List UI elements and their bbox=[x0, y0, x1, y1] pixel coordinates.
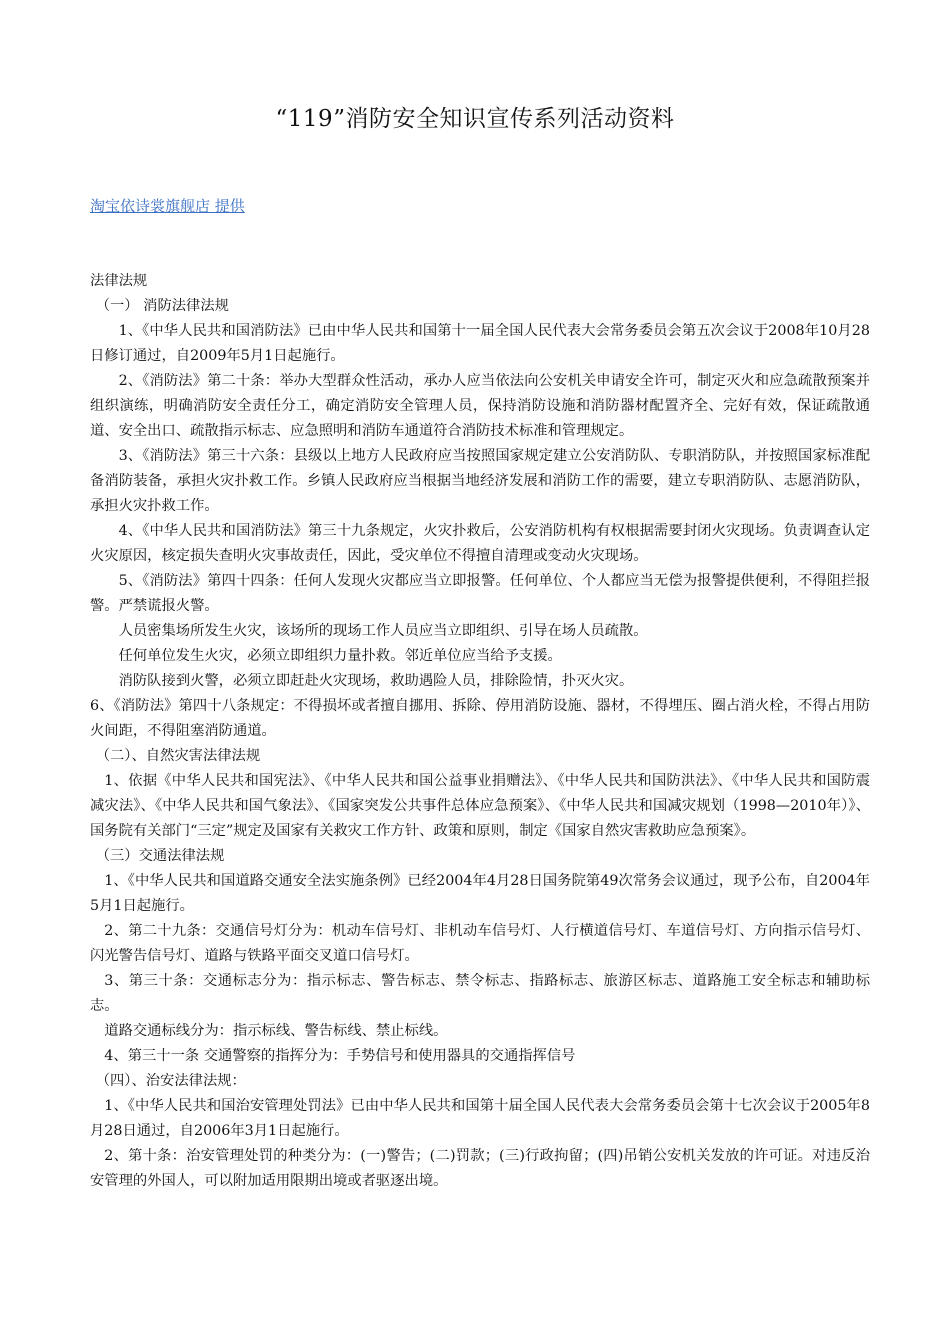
paragraph: 2、第二十九条：交通信号灯分为：机动车信号灯、非机动车信号灯、人行横道信号灯、车道信号灯、方向指示信号灯、闪光警告信号灯、道路与铁路平面交叉道口信号灯。 bbox=[90, 923, 870, 964]
paragraph: 1、依据《中华人民共和国宪法》、《中华人民共和国公益事业捐赠法》、《中华人民共和国防洪法》、《中华人民共和国防震减灾法》、《中华人民共和国气象法》、《国家突发公共事件总体应急预案》、《中华人民共和国减灾规划（1998—2010年）》、国务院有关部门“三定”规定及国家有关救灾工作方针、政策和原则，制定《国家自然灾害救助应急预案》。 bbox=[90, 773, 870, 839]
provider-link[interactable]: 淘宝依诗裳旗舰店 提供 bbox=[90, 197, 245, 215]
paragraph: 5、《消防法》第四十四条：任何人发现火灾都应当立即报警。任何单位、个人都应当无偿为报警提供便利，不得阻拦报警。严禁谎报火警。 bbox=[90, 573, 870, 614]
paragraph: 任何单位发生火灾，必须立即组织力量扑救。邻近单位应当给予支援。 bbox=[118, 648, 562, 664]
paragraph: 1、《中华人民共和国消防法》已由中华人民共和国第十一届全国人民代表大会常务委员会第五次会议于2008年10月28日修订通过，自2009年5月1日起施行。 bbox=[90, 323, 870, 364]
document-title: “119”消防安全知识宣传系列活动资料 bbox=[275, 106, 675, 132]
subsection-heading: （三）交通法律法规 bbox=[95, 848, 225, 864]
subsection-heading: （二）、自然灾害法律法规 bbox=[95, 748, 261, 764]
paragraph: 3、第三十条：交通标志分为：指示标志、警告标志、禁令标志、指路标志、旅游区标志、道路施工安全标志和辅助标志。 bbox=[90, 973, 870, 1014]
paragraph: 消防队接到火警，必须立即赶赴火灾现场，救助遇险人员，排除险情，扑灭火灾。 bbox=[118, 673, 634, 689]
paragraph: 2、第十条：治安管理处罚的种类分为：(一)警告；(二)罚款；(三)行政拘留；(四)吊销公安机关发放的许可证。对违反治安管理的外国人，可以附加适用限期出境或者驱逐出境。 bbox=[90, 1148, 870, 1189]
subsection-heading: （四）、治安法律法规： bbox=[95, 1073, 246, 1089]
paragraph: 2、《消防法》第二十条：举办大型群众性活动，承办人应当依法向公安机关申请安全许可，制定灭火和应急疏散预案并组织演练，明确消防安全责任分工，确定消防安全管理人员，保持消防设施和消防器材配置齐全、完好有效，保证疏散通道、安全出口、疏散指示标志、应急照明和消防车通道符合消防技术标准和管理规定。 bbox=[90, 373, 870, 439]
paragraph: 4、第三十一条 交通警察的指挥分为：手势信号和使用器具的交通指挥信号 bbox=[104, 1048, 576, 1064]
paragraph: 4、《中华人民共和国消防法》第三十九条规定，火灾扑救后，公安消防机构有权根据需要封闭火灾现场。负责调查认定火灾原因，核定损失查明火灾事故责任，因此，受灾单位不得擅自清理或变动火灾现场。 bbox=[90, 523, 870, 564]
paragraph: 6、《消防法》第四十八条规定：不得损坏或者擅自挪用、拆除、停用消防设施、器材，不得埋压、圈占消火栓，不得占用防火间距，不得阻塞消防通道。 bbox=[90, 698, 870, 739]
paragraph: 人员密集场所发生火灾，该场所的现场工作人员应当立即组织、引导在场人员疏散。 bbox=[118, 623, 648, 639]
document-body bbox=[90, 269, 870, 1194]
paragraph: 3、《消防法》第三十六条：县级以上地方人民政府应当按照国家规定建立公安消防队、专职消防队，并按照国家标准配备消防装备，承担火灾扑救工作。乡镇人民政府应当根据当地经济发展和消防工作的需要，建立专职消防队、志愿消防队，承担火灾扑救工作。 bbox=[90, 448, 870, 514]
paragraph: 道路交通标线分为：指示标线、警告标线、禁止标线。 bbox=[104, 1023, 448, 1039]
section-heading: 法律法规 bbox=[90, 273, 148, 289]
paragraph: 1、《中华人民共和国治安管理处罚法》已由中华人民共和国第十届全国人民代表大会常务委员会第十七次会议于2005年8月28日通过，自2006年3月1日起施行。 bbox=[90, 1098, 870, 1139]
subsection-heading: （一） 消防法律法规 bbox=[95, 298, 229, 314]
paragraph: 1、《中华人民共和国道路交通安全法实施条例》已经2004年4月28日国务院第49次常务会议通过，现予公布，自2004年5月1日起施行。 bbox=[90, 873, 870, 914]
